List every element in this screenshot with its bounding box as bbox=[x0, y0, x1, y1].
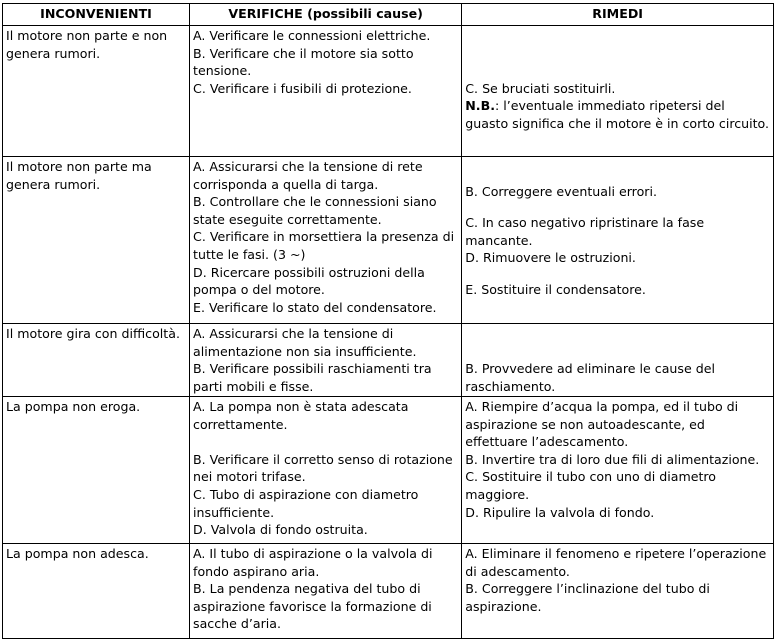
remedy-item: E. Sostituire il condensatore. bbox=[465, 281, 646, 297]
header-rimedi: RIMEDI bbox=[462, 4, 774, 26]
check-item: A. Assicurarsi che la tensione di rete corrisponda a quella di targa. bbox=[193, 159, 423, 192]
table-row bbox=[3, 157, 774, 324]
checks-cell bbox=[190, 397, 462, 544]
check-item: A. Assicurarsi che la tensione di alimentazione non sia insufficiente. bbox=[193, 326, 417, 359]
check-item: B. La pendenza negativa del tubo di aspirazione favorisce la formazione di sacche d’aria. bbox=[193, 581, 432, 632]
header-verifiche: VERIFICHE (possibili cause) bbox=[190, 4, 462, 26]
problem-cell: La pompa non adesca. bbox=[3, 544, 190, 639]
check-item: B. Verificare che il motore sia sotto tensione. bbox=[193, 45, 414, 79]
checks-cell bbox=[190, 157, 462, 324]
check-item: B. Verificare possibili raschiamenti tra parti mobili e fisse. bbox=[193, 361, 432, 394]
checks-cell bbox=[190, 26, 462, 157]
remedies-cell bbox=[462, 544, 774, 639]
header-inconvenienti: INCONVENIENTI bbox=[3, 4, 190, 26]
remedies-cell bbox=[462, 397, 774, 544]
check-item: A. Il tubo di aspirazione o la valvola di fondo aspirano aria. bbox=[193, 546, 433, 579]
remedies-cell bbox=[462, 157, 774, 324]
check-item: B. Verificare il corretto senso di rotazione nei motori trifase. bbox=[193, 451, 453, 485]
remedy-item: A. Eliminare il fenomeno e ripetere l’operazione di adescamento. bbox=[465, 546, 767, 579]
check-item: A. Verificare le connessioni elettriche. bbox=[193, 28, 431, 43]
remedy-item: B. Invertire tra di loro due fili di alimentazione. bbox=[465, 451, 760, 467]
remedy-item: B. Correggere eventuali errori. bbox=[465, 183, 657, 199]
nb-label: N.B. bbox=[465, 98, 495, 114]
remedy-note bbox=[465, 97, 770, 132]
remedy-item: D. Rimuovere le ostruzioni. bbox=[465, 250, 636, 266]
check-item: D. Ricercare possibili ostruzioni della pompa o del motore. bbox=[193, 264, 425, 298]
check-item: B. Controllare che le connessioni siano state eseguite correttamente. bbox=[193, 194, 437, 227]
remedy-item: D. Ripulire la valvola di fondo. bbox=[465, 504, 655, 520]
checks-cell bbox=[190, 544, 462, 639]
remedy-item: B. Provvedere ad eliminare le cause del raschiamento. bbox=[465, 361, 715, 394]
table-row bbox=[3, 397, 774, 544]
table-row bbox=[3, 324, 774, 397]
problem-cell: La pompa non eroga. bbox=[3, 397, 190, 544]
remedies-cell bbox=[462, 324, 774, 397]
checks-cell bbox=[190, 324, 462, 397]
check-item: A. La pompa non è stata adescata correttamente. bbox=[193, 399, 409, 432]
remedy-item: C. Se bruciati sostituirli. bbox=[465, 80, 616, 96]
table-header-row bbox=[3, 4, 774, 26]
troubleshooting-table bbox=[2, 3, 774, 639]
nb-text: : l’eventuale immediato ripetersi del guasto significa che il motore è in corto circuito. bbox=[465, 98, 770, 131]
table-row bbox=[3, 26, 774, 157]
remedy-item: B. Correggere l’inclinazione del tubo di aspirazione. bbox=[465, 581, 710, 614]
remedy-item: A. Riempire d’acqua la pompa, ed il tubo di aspirazione se non autoadescante, ed effettuare l’adescamento. bbox=[465, 399, 739, 450]
remedy-item: C. Sostituire il tubo con uno di diametro maggiore. bbox=[465, 469, 717, 502]
problem-cell: Il motore gira con difficoltà. bbox=[3, 324, 190, 397]
problem-cell: Il motore non parte ma genera rumori. bbox=[3, 157, 190, 324]
table-row bbox=[3, 544, 774, 639]
check-item: E. Verificare lo stato del condensatore. bbox=[193, 299, 437, 315]
check-item: C. Tubo di aspirazione con diametro insufficiente. bbox=[193, 486, 419, 520]
check-item: C. Verificare i fusibili di protezione. bbox=[193, 80, 412, 96]
check-item: D. Valvola di fondo ostruita. bbox=[193, 522, 368, 538]
check-item: C. Verificare in morsettiera la presenza di tutte le fasi. (3 ~) bbox=[193, 229, 455, 262]
problem-cell: Il motore non parte e non genera rumori. bbox=[3, 26, 190, 157]
remedy-item: C. In caso negativo ripristinare la fase mancante. bbox=[465, 215, 705, 248]
remedies-cell bbox=[462, 26, 774, 157]
